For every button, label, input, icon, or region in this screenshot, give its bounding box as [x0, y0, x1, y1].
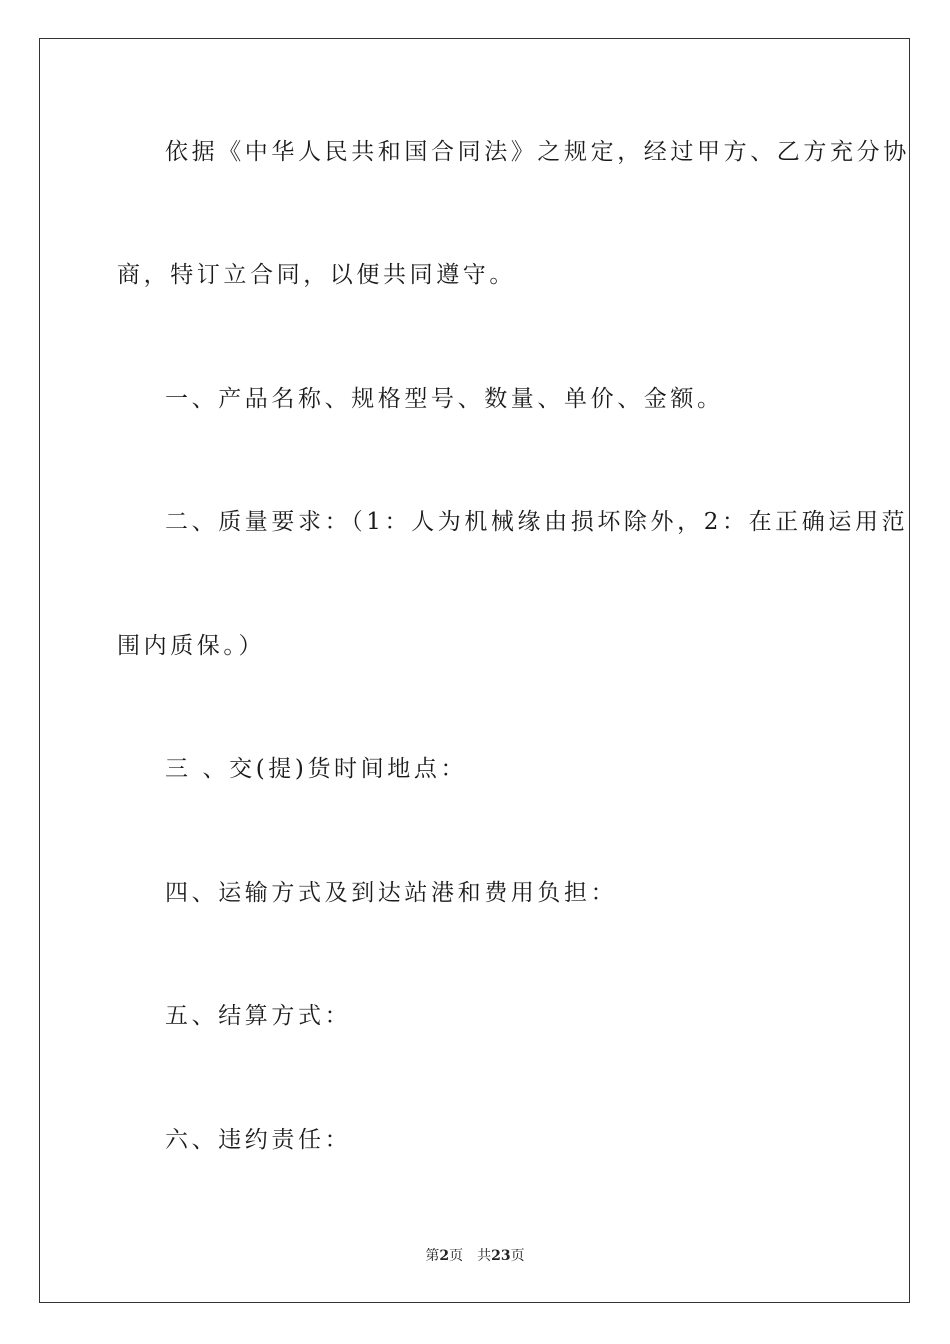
section-heading: 二、质量要求：（1：人为机械缘由损坏除外，2：在正确运用范	[165, 509, 909, 535]
total-pages-number: 23	[491, 1248, 511, 1264]
footer-total-prefix: 共	[477, 1248, 492, 1264]
page-footer	[0, 1247, 950, 1265]
footer-prefix: 第	[425, 1248, 440, 1264]
section-heading: 一、产品名称、规格型号、数量、单价、金额。	[165, 386, 724, 412]
section-heading: 四、运输方式及到达站港和费用负担：	[165, 880, 618, 906]
paragraph-line: 商，特订立合同，以便共同遵守。	[117, 262, 516, 288]
page-frame	[39, 38, 910, 1303]
paragraph-line: 围内质保。）	[117, 633, 266, 659]
footer-page-unit: 页	[449, 1248, 464, 1264]
section-heading: 三 、交(提)货时间地点：	[165, 756, 468, 782]
section-heading: 五、结算方式：	[165, 1003, 352, 1029]
paragraph-line: 依据《中华人民共和国合同法》之规定，经过甲方、乙方充分协	[165, 139, 910, 165]
current-page-number: 2	[439, 1248, 450, 1264]
section-heading: 六、违约责任：	[165, 1127, 352, 1153]
footer-total-unit: 页	[510, 1248, 525, 1264]
